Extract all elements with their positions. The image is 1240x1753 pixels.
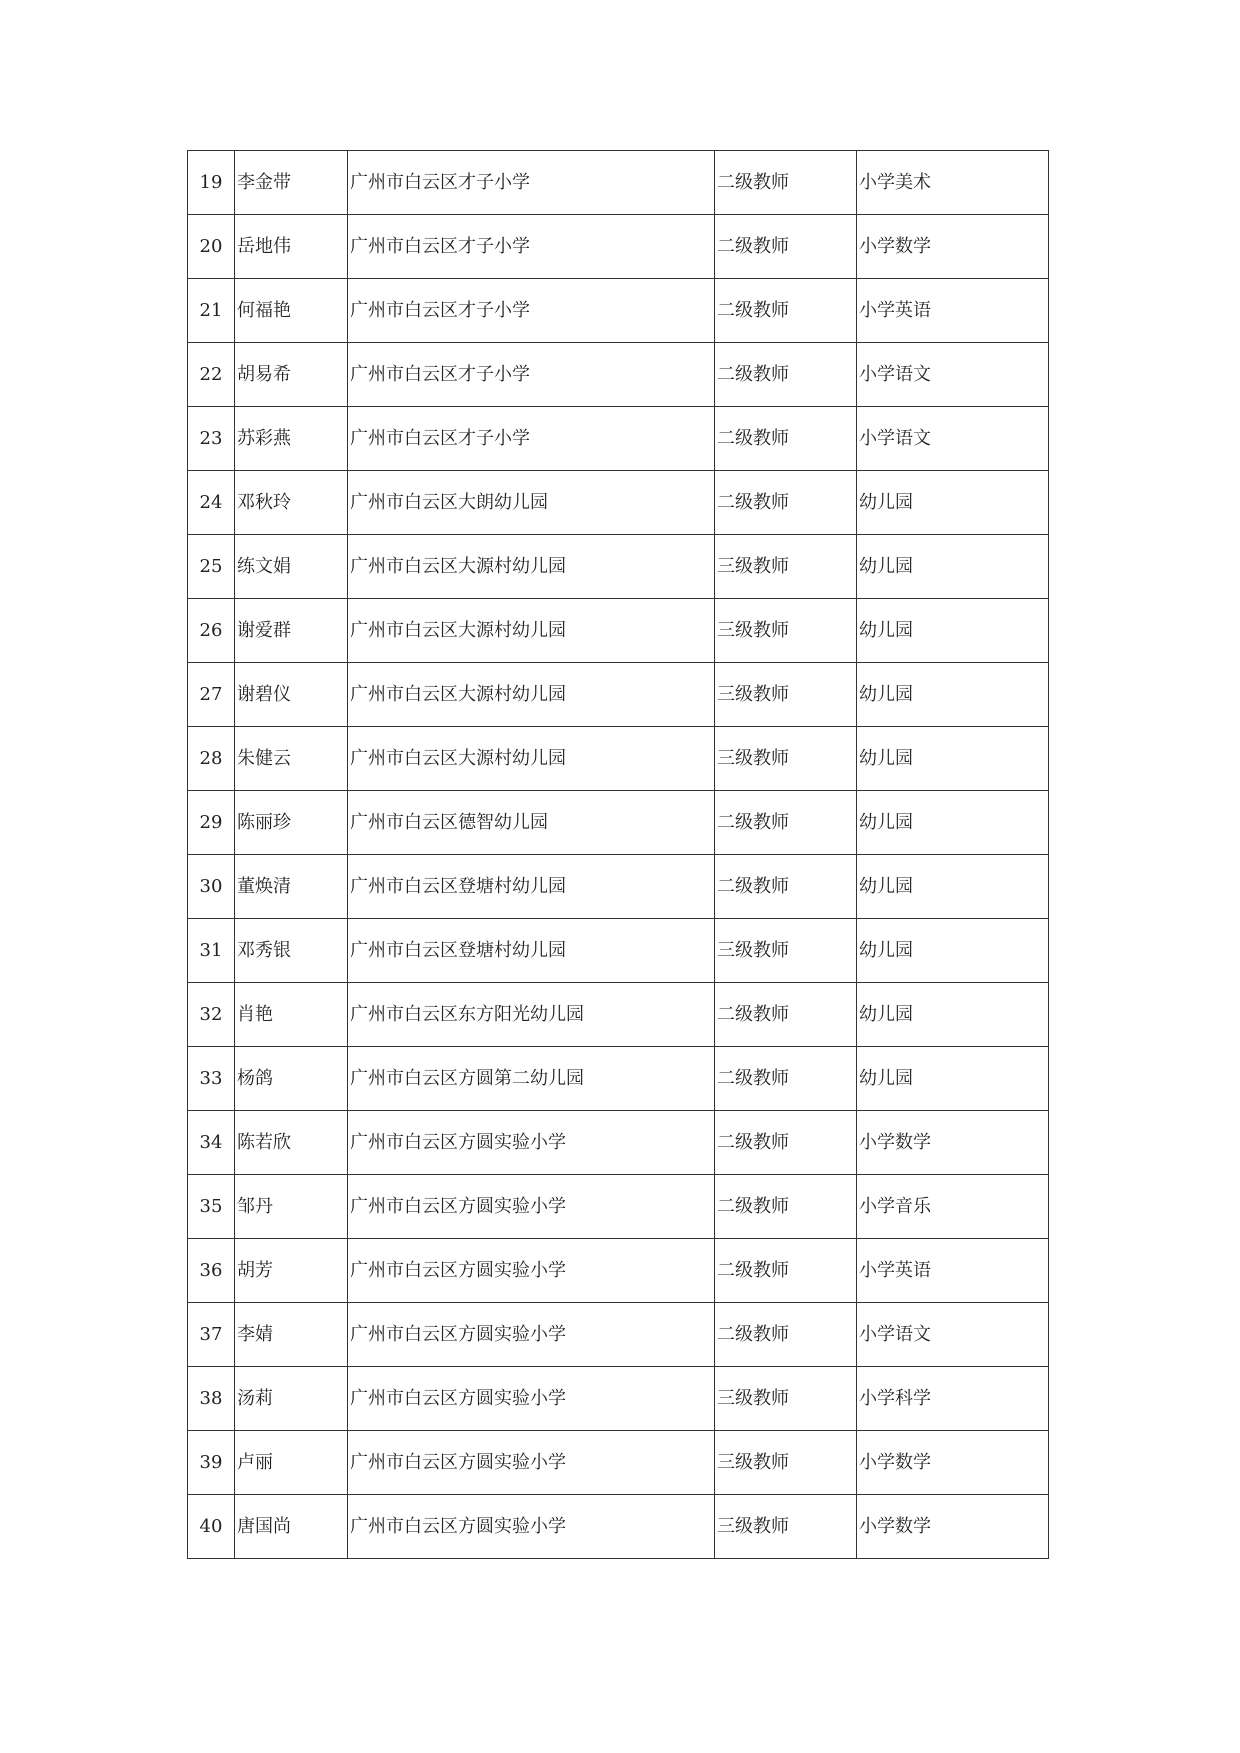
subject-cell: 小学英语: [857, 279, 1049, 343]
table-row: [188, 1431, 1049, 1495]
teacher-rank-cell: 二级教师: [715, 471, 857, 535]
row-number-cell: 38: [188, 1367, 235, 1431]
subject-cell: 小学数学: [857, 1111, 1049, 1175]
table-row: [188, 791, 1049, 855]
row-number-cell: 19: [188, 151, 235, 215]
row-number-cell: 20: [188, 215, 235, 279]
subject-cell: 小学科学: [857, 1367, 1049, 1431]
row-number-cell: 23: [188, 407, 235, 471]
subject-cell: 小学数学: [857, 1495, 1049, 1559]
table-row: [188, 1367, 1049, 1431]
school-name-cell: 广州市白云区方圆实验小学: [348, 1239, 715, 1303]
school-name-cell: 广州市白云区方圆实验小学: [348, 1367, 715, 1431]
subject-cell: 幼儿园: [857, 919, 1049, 983]
teacher-name-cell: 岳地伟: [235, 215, 348, 279]
teacher-name-cell: 肖艳: [235, 983, 348, 1047]
row-number-cell: 22: [188, 343, 235, 407]
teacher-name-cell: 何福艳: [235, 279, 348, 343]
school-name-cell: 广州市白云区大源村幼儿园: [348, 535, 715, 599]
teacher-name-cell: 邓秋玲: [235, 471, 348, 535]
teacher-name-cell: 唐国尚: [235, 1495, 348, 1559]
row-number-cell: 34: [188, 1111, 235, 1175]
school-name-cell: 广州市白云区方圆实验小学: [348, 1495, 715, 1559]
subject-cell: 小学数学: [857, 1431, 1049, 1495]
subject-cell: 小学音乐: [857, 1175, 1049, 1239]
table-row: [188, 1111, 1049, 1175]
row-number-cell: 36: [188, 1239, 235, 1303]
teacher-name-cell: 李金带: [235, 151, 348, 215]
teacher-name-cell: 董焕清: [235, 855, 348, 919]
table-row: [188, 535, 1049, 599]
table-row: [188, 407, 1049, 471]
teacher-name-cell: 邹丹: [235, 1175, 348, 1239]
school-name-cell: 广州市白云区大源村幼儿园: [348, 663, 715, 727]
table-row: [188, 663, 1049, 727]
table-row: [188, 919, 1049, 983]
row-number-cell: 40: [188, 1495, 235, 1559]
row-number-cell: 32: [188, 983, 235, 1047]
table-row: [188, 279, 1049, 343]
school-name-cell: 广州市白云区方圆实验小学: [348, 1175, 715, 1239]
table-row: [188, 1495, 1049, 1559]
school-name-cell: 广州市白云区东方阳光幼儿园: [348, 983, 715, 1047]
row-number-cell: 33: [188, 1047, 235, 1111]
school-name-cell: 广州市白云区大源村幼儿园: [348, 599, 715, 663]
teacher-name-cell: 谢碧仪: [235, 663, 348, 727]
teacher-name-cell: 朱健云: [235, 727, 348, 791]
teacher-rank-cell: 二级教师: [715, 343, 857, 407]
row-number-cell: 30: [188, 855, 235, 919]
row-number-cell: 29: [188, 791, 235, 855]
teacher-rank-cell: 三级教师: [715, 663, 857, 727]
teacher-name-cell: 胡易希: [235, 343, 348, 407]
teacher-name-cell: 李婧: [235, 1303, 348, 1367]
table-row: [188, 1303, 1049, 1367]
school-name-cell: 广州市白云区方圆第二幼儿园: [348, 1047, 715, 1111]
subject-cell: 幼儿园: [857, 535, 1049, 599]
teacher-name-cell: 陈若欣: [235, 1111, 348, 1175]
row-number-cell: 39: [188, 1431, 235, 1495]
subject-cell: 小学英语: [857, 1239, 1049, 1303]
teacher-rank-cell: 二级教师: [715, 983, 857, 1047]
row-number-cell: 31: [188, 919, 235, 983]
teacher-rank-cell: 二级教师: [715, 1111, 857, 1175]
subject-cell: 幼儿园: [857, 471, 1049, 535]
table-row: [188, 727, 1049, 791]
teacher-name-cell: 苏彩燕: [235, 407, 348, 471]
table-body: [188, 151, 1049, 1559]
teacher-rank-cell: 二级教师: [715, 407, 857, 471]
school-name-cell: 广州市白云区才子小学: [348, 407, 715, 471]
row-number-cell: 24: [188, 471, 235, 535]
teacher-rank-cell: 三级教师: [715, 1495, 857, 1559]
row-number-cell: 26: [188, 599, 235, 663]
teacher-rank-cell: 三级教师: [715, 919, 857, 983]
subject-cell: 小学语文: [857, 1303, 1049, 1367]
table-row: [188, 599, 1049, 663]
school-name-cell: 广州市白云区才子小学: [348, 343, 715, 407]
school-name-cell: 广州市白云区大源村幼儿园: [348, 727, 715, 791]
row-number-cell: 27: [188, 663, 235, 727]
teacher-rank-cell: 二级教师: [715, 279, 857, 343]
teacher-name-cell: 汤莉: [235, 1367, 348, 1431]
teacher-rank-cell: 二级教师: [715, 791, 857, 855]
teacher-rank-cell: 三级教师: [715, 727, 857, 791]
teacher-rank-cell: 三级教师: [715, 1367, 857, 1431]
teacher-rank-cell: 三级教师: [715, 535, 857, 599]
subject-cell: 小学美术: [857, 151, 1049, 215]
subject-cell: 小学语文: [857, 407, 1049, 471]
teacher-rank-cell: 三级教师: [715, 599, 857, 663]
school-name-cell: 广州市白云区才子小学: [348, 215, 715, 279]
subject-cell: 幼儿园: [857, 599, 1049, 663]
school-name-cell: 广州市白云区德智幼儿园: [348, 791, 715, 855]
teacher-rank-cell: 二级教师: [715, 1239, 857, 1303]
school-name-cell: 广州市白云区方圆实验小学: [348, 1303, 715, 1367]
school-name-cell: 广州市白云区方圆实验小学: [348, 1431, 715, 1495]
teacher-name-cell: 胡芳: [235, 1239, 348, 1303]
teacher-name-cell: 陈丽珍: [235, 791, 348, 855]
subject-cell: 幼儿园: [857, 727, 1049, 791]
table-row: [188, 983, 1049, 1047]
row-number-cell: 25: [188, 535, 235, 599]
school-name-cell: 广州市白云区方圆实验小学: [348, 1111, 715, 1175]
row-number-cell: 35: [188, 1175, 235, 1239]
school-name-cell: 广州市白云区登塘村幼儿园: [348, 919, 715, 983]
teacher-name-cell: 卢丽: [235, 1431, 348, 1495]
subject-cell: 小学数学: [857, 215, 1049, 279]
teacher-rank-cell: 二级教师: [715, 855, 857, 919]
teacher-rank-cell: 二级教师: [715, 1047, 857, 1111]
school-name-cell: 广州市白云区登塘村幼儿园: [348, 855, 715, 919]
table-row: [188, 215, 1049, 279]
teacher-roster-table: [187, 150, 1049, 1559]
teacher-rank-cell: 二级教师: [715, 151, 857, 215]
school-name-cell: 广州市白云区才子小学: [348, 151, 715, 215]
table-row: [188, 471, 1049, 535]
subject-cell: 幼儿园: [857, 855, 1049, 919]
school-name-cell: 广州市白云区才子小学: [348, 279, 715, 343]
table-row: [188, 1047, 1049, 1111]
table-row: [188, 1175, 1049, 1239]
teacher-name-cell: 邓秀银: [235, 919, 348, 983]
subject-cell: 幼儿园: [857, 791, 1049, 855]
teacher-name-cell: 练文娟: [235, 535, 348, 599]
teacher-name-cell: 杨鸽: [235, 1047, 348, 1111]
table-row: [188, 1239, 1049, 1303]
row-number-cell: 21: [188, 279, 235, 343]
teacher-rank-cell: 二级教师: [715, 215, 857, 279]
teacher-rank-cell: 三级教师: [715, 1431, 857, 1495]
subject-cell: 幼儿园: [857, 1047, 1049, 1111]
subject-cell: 幼儿园: [857, 983, 1049, 1047]
subject-cell: 幼儿园: [857, 663, 1049, 727]
table-row: [188, 151, 1049, 215]
table-row: [188, 855, 1049, 919]
teacher-rank-cell: 二级教师: [715, 1175, 857, 1239]
school-name-cell: 广州市白云区大朗幼儿园: [348, 471, 715, 535]
teacher-rank-cell: 二级教师: [715, 1303, 857, 1367]
subject-cell: 小学语文: [857, 343, 1049, 407]
table-row: [188, 343, 1049, 407]
row-number-cell: 28: [188, 727, 235, 791]
teacher-name-cell: 谢爱群: [235, 599, 348, 663]
row-number-cell: 37: [188, 1303, 235, 1367]
